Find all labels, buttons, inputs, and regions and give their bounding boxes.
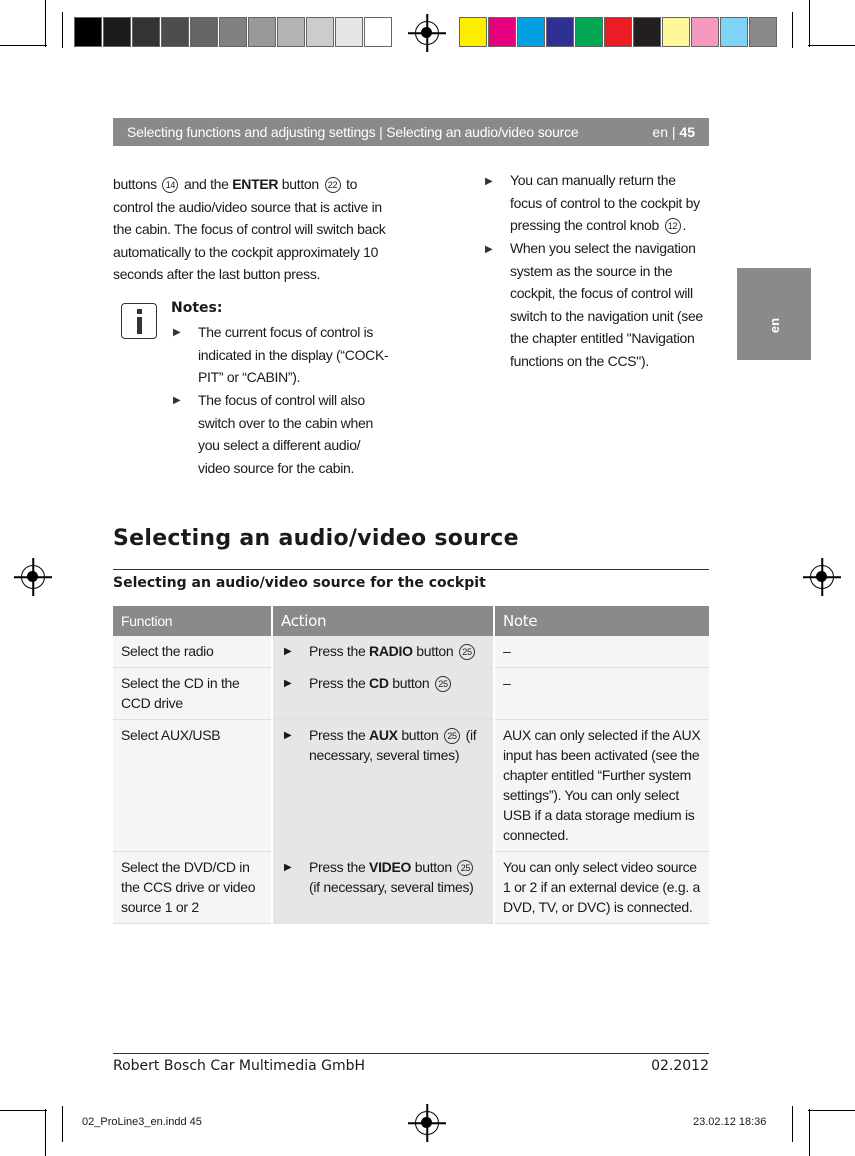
crop-mark (809, 0, 810, 47)
color-swatch (161, 17, 189, 47)
color-swatch (546, 17, 574, 47)
divider (113, 569, 709, 570)
section-title: Selecting an audio/video source (113, 526, 519, 551)
action-cell: ▶ Press the CD button 25 (272, 668, 494, 720)
crop-mark (792, 1106, 793, 1142)
bullet-arrow-icon: ▶ (485, 176, 493, 187)
table-header-action: Action (272, 606, 494, 636)
note-cell: – (494, 636, 709, 668)
action-cell: ▶ Press the AUX button 25 (if necessary, several times) (272, 720, 494, 852)
color-swatch (604, 17, 632, 47)
color-swatch (190, 17, 218, 47)
action-cell: ▶ Press the VIDEO button 25 (if necessary, several times) (272, 852, 494, 924)
color-swatch (306, 17, 334, 47)
crop-mark (45, 1109, 46, 1156)
bullet-arrow-icon: ▶ (173, 327, 181, 338)
color-swatch (749, 17, 777, 47)
callout-number: 25 (457, 860, 473, 876)
color-swatch (459, 17, 487, 47)
page-number: en | 45 (652, 124, 695, 140)
slug-file: 02_ProLine3_en.indd 45 (82, 1116, 202, 1128)
crop-mark (808, 45, 855, 46)
color-swatch (691, 17, 719, 47)
table-row (113, 636, 709, 668)
registration-mark-icon (810, 565, 834, 589)
color-swatch (335, 17, 363, 47)
table-row (113, 668, 709, 720)
table-header-function: Function (113, 606, 272, 636)
callout-number: 25 (459, 644, 475, 660)
color-swatch (103, 17, 131, 47)
bullet-arrow-icon: ▶ (284, 862, 292, 873)
crop-mark (62, 1106, 63, 1142)
running-header (113, 118, 709, 146)
bullet-arrow-icon: ▶ (173, 395, 181, 406)
color-swatch (132, 17, 160, 47)
color-swatch (662, 17, 690, 47)
note-item: The focus of control will also switch over to the cabin when you select a different audio/ video source for the cabin. (198, 392, 373, 476)
notes-heading: Notes: (171, 300, 223, 316)
footer-divider (113, 1053, 709, 1054)
crop-mark (62, 12, 63, 48)
function-cell: Select AUX/USB (113, 720, 272, 852)
registration-mark-icon (21, 565, 45, 589)
source-table (113, 606, 709, 924)
right-bullet: You can manually return the focus of control to the cockpit by pressing the control knob 12 . (510, 172, 700, 233)
table-header-note: Note (494, 606, 709, 636)
color-swatch (248, 17, 276, 47)
bullet-arrow-icon: ▶ (485, 244, 493, 255)
crop-mark (0, 45, 47, 46)
footer-company: Robert Bosch Car Multimedia GmbH (113, 1058, 366, 1074)
footer-date: 02.2012 (651, 1058, 709, 1074)
right-bullet: When you select the navigation system as the source in the cockpit, the focus of control will switch to the navigation unit (see the chapter entitled "Navigation functions on the CCS"). (510, 240, 703, 369)
table-row (113, 852, 709, 924)
note-cell: – (494, 668, 709, 720)
crop-mark (45, 0, 46, 47)
function-cell: Select the DVD/CD in the CCS drive or video source 1 or 2 (113, 852, 272, 924)
color-bar (459, 17, 778, 47)
color-swatch (720, 17, 748, 47)
note-item: The current focus of control is indicated in the display (“COCK-PIT” or “CABIN”). (198, 324, 389, 385)
note-cell: AUX can only selected if the AUX input has been activated (see the chapter entitled “Further system settings”). You can only select USB if a data storage medium is connected. (494, 720, 709, 852)
info-icon (121, 303, 157, 339)
color-swatch (517, 17, 545, 47)
crop-mark (809, 1109, 810, 1156)
callout-number: 25 (444, 728, 460, 744)
crop-mark (0, 1110, 47, 1111)
callout-number: 25 (435, 676, 451, 692)
callout-number: 22 (325, 177, 341, 193)
color-swatch (74, 17, 102, 47)
color-swatch (364, 17, 392, 47)
action-cell: ▶ Press the RADIO button 25 (272, 636, 494, 668)
subsection-title: Selecting an audio/video source for the cockpit (113, 575, 486, 591)
grayscale-bar (74, 17, 393, 47)
callout-number: 14 (162, 177, 178, 193)
language-tab: en (737, 268, 811, 360)
registration-mark-icon (415, 21, 439, 45)
registration-mark-icon (415, 1111, 439, 1135)
crop-mark (792, 12, 793, 48)
function-cell: Select the radio (113, 636, 272, 668)
intro-paragraph: buttons 14 and the ENTER button 22 to control the audio/video source that is active in the cabin. The focus of control will switch back automatically to the cockpit approximately 10 seconds after the last button press. (113, 176, 386, 282)
color-swatch (488, 17, 516, 47)
function-cell: Select the CD in the CCD drive (113, 668, 272, 720)
bullet-arrow-icon: ▶ (284, 678, 292, 689)
crop-mark (808, 1110, 855, 1111)
callout-number: 12 (665, 218, 681, 234)
color-swatch (575, 17, 603, 47)
color-swatch (277, 17, 305, 47)
bullet-arrow-icon: ▶ (284, 646, 292, 657)
bullet-arrow-icon: ▶ (284, 730, 292, 741)
color-swatch (219, 17, 247, 47)
color-swatch (633, 17, 661, 47)
slug-date: 23.02.12 18:36 (693, 1116, 767, 1128)
note-cell: You can only select video source 1 or 2 if an external device (e.g. a DVD, TV, or DVC) is connected. (494, 852, 709, 924)
header-title: Selecting functions and adjusting settings | Selecting an audio/video source (127, 124, 579, 140)
table-row (113, 720, 709, 852)
